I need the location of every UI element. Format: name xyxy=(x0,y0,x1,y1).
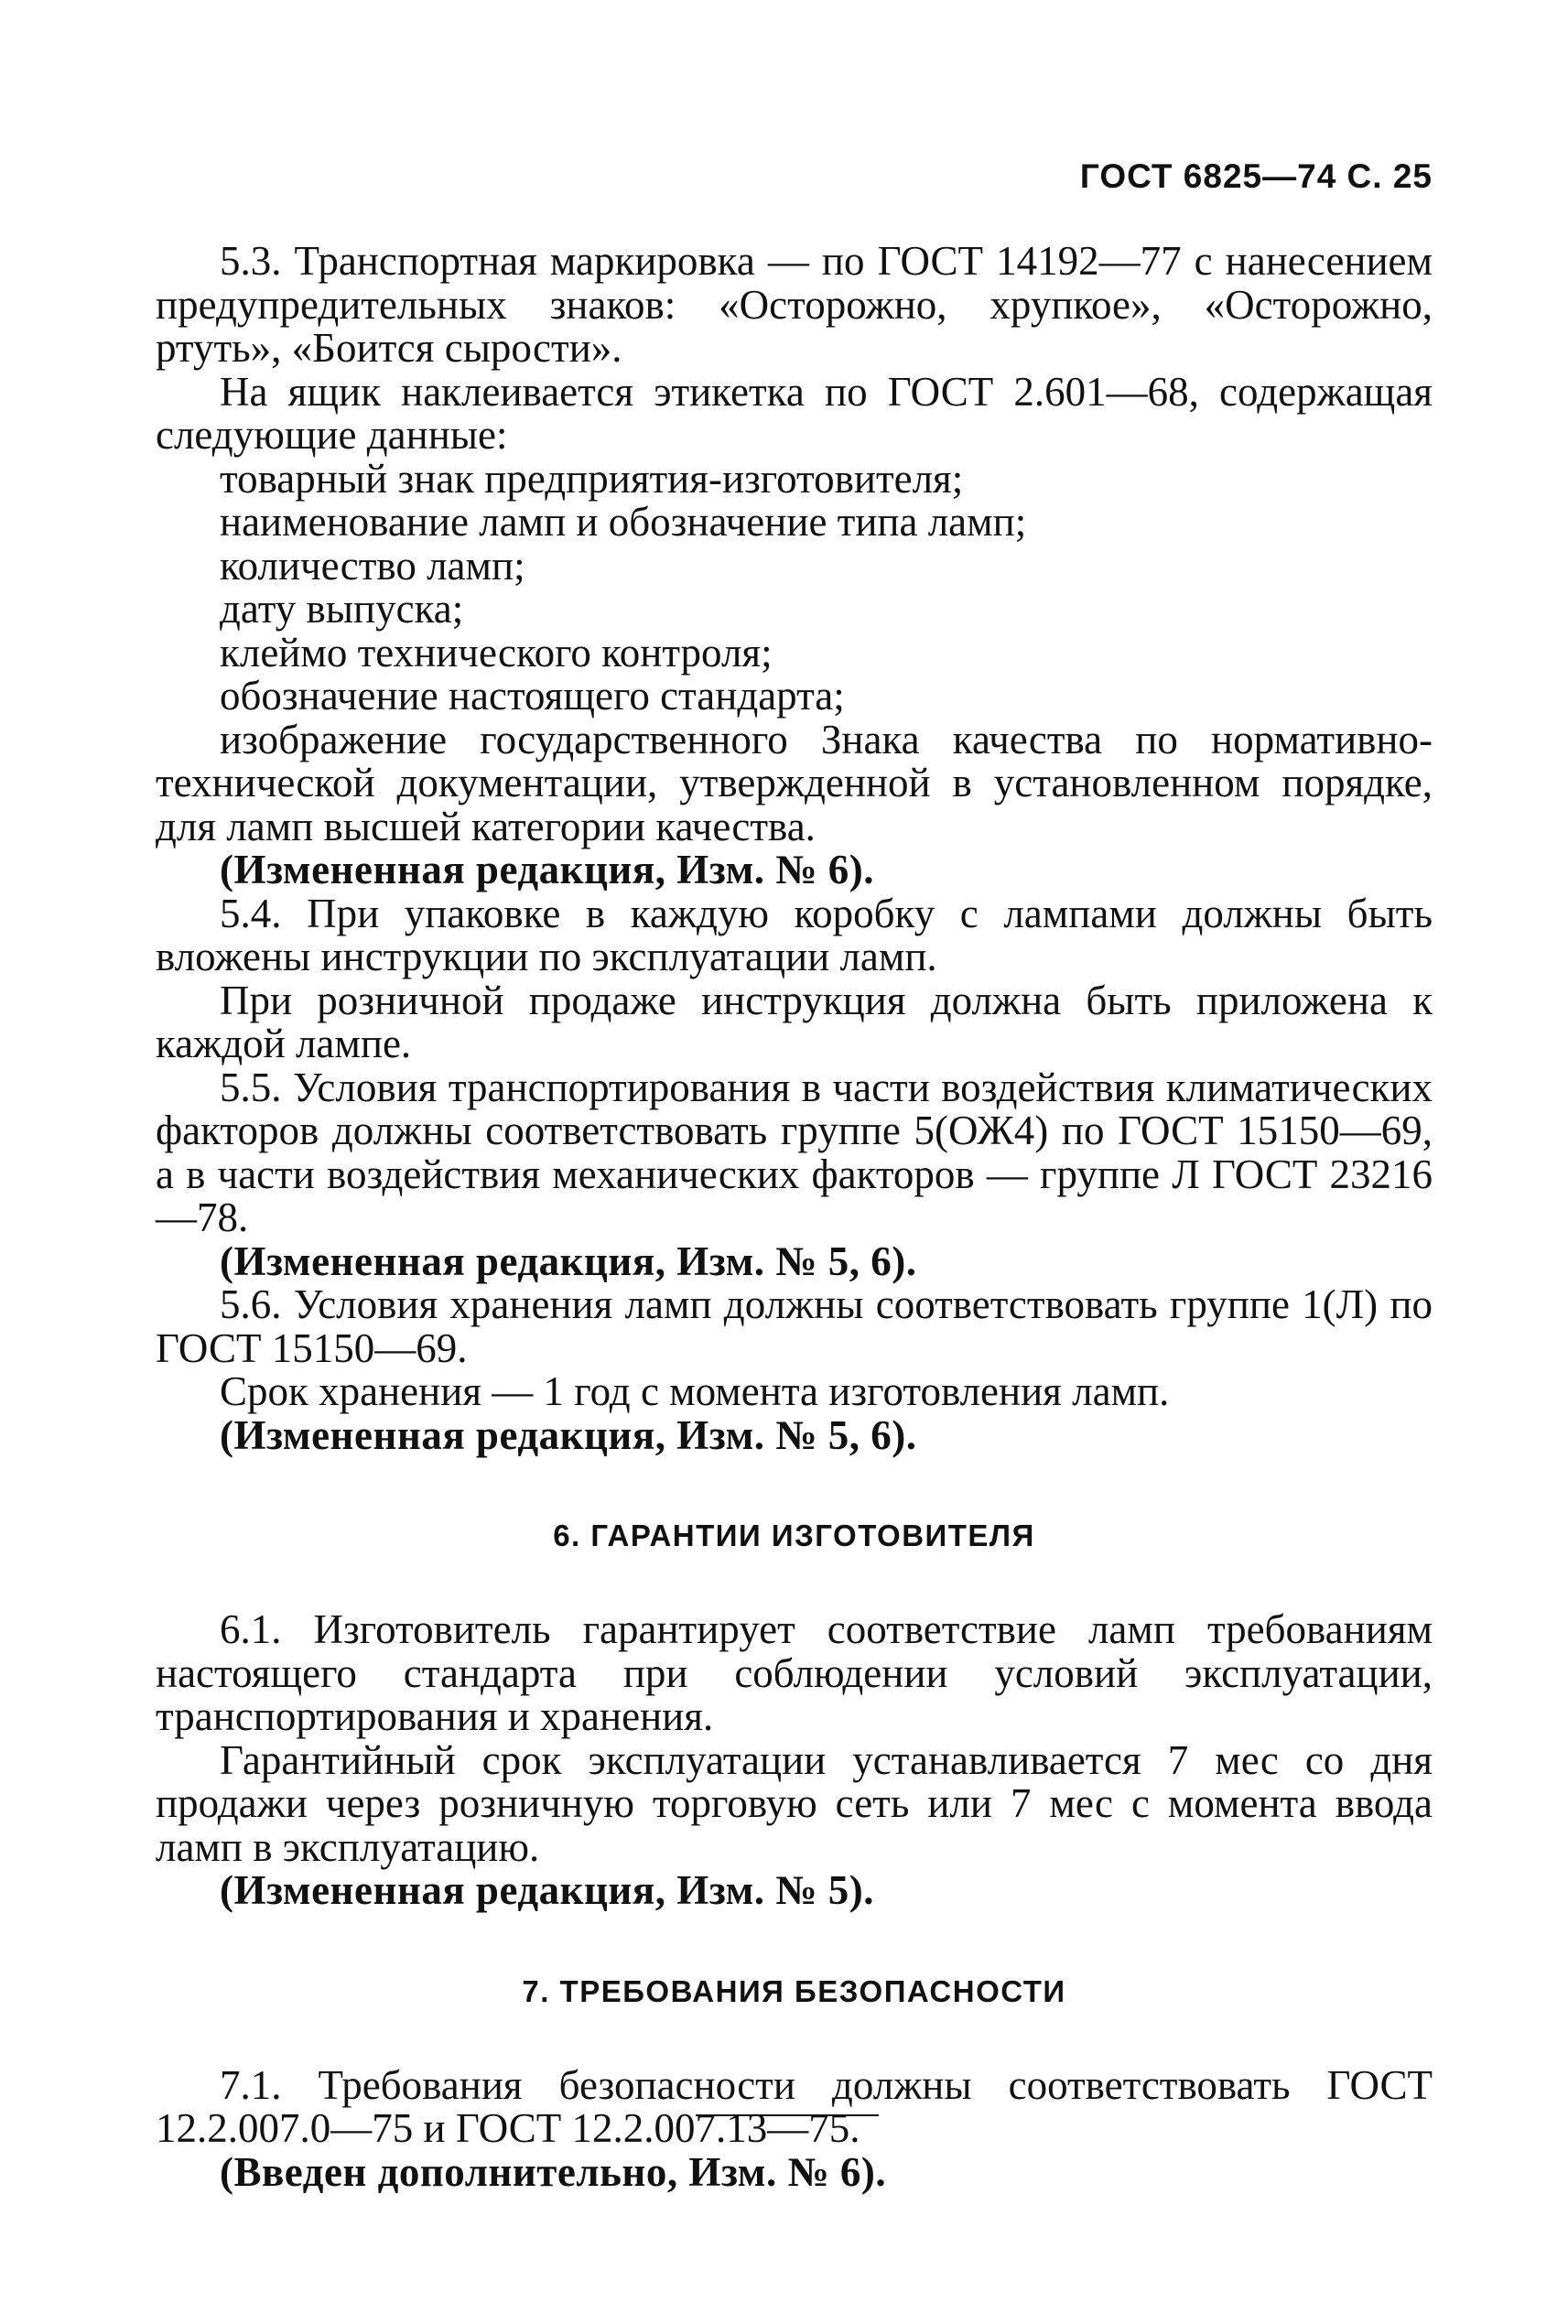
label-item: количество ламп; xyxy=(220,542,525,589)
label-item: клеймо технического контроля; xyxy=(220,629,773,676)
amendment-note: (Измененная редакция, Изм. № 5, 6). xyxy=(220,1238,917,1284)
document-body xyxy=(156,240,1433,2194)
end-rule xyxy=(696,2114,879,2116)
section-heading-6: 6. ГАРАНТИИ ИЗГОТОВИТЕЛЯ xyxy=(553,1519,1035,1552)
paragraph-5-3: 5.3. Транспортная маркировка — по ГОСТ 14192—77 с нанесением предупредительных знаков: «Осторожно, хрупкое», «Осторожно, ртуть», «Боится сырости». xyxy=(156,238,1433,371)
paragraph-6-1b: Гарантийный срок эксплуатации устанавливается 7 мес со дня продажи через розничную торговую сеть или 7 мес с момента ввода ламп в эксплуатацию. xyxy=(156,1736,1433,1870)
label-item: товарный знак предприятия-изготовителя; xyxy=(220,455,964,502)
label-item: обозначение настоящего стандарта; xyxy=(220,673,845,719)
paragraph-7-1: 7.1. Требования безопасности должны соответствовать ГОСТ 12.2.007.0—75 и ГОСТ 12.2.007.13—75. xyxy=(156,2061,1433,2151)
paragraph-5-4: 5.4. При упаковке в каждую коробку с лампами должны быть вложены инструкции по эксплуатации ламп. xyxy=(156,890,1433,979)
section-heading-7: 7. ТРЕБОВАНИЯ БЕЗОПАСНОСТИ xyxy=(522,1973,1066,2008)
label-item: дату выпуска; xyxy=(220,586,464,632)
paragraph-5-4b: При розничной продаже инструкция должна быть приложена к каждой лампе. xyxy=(156,977,1433,1066)
amendment-note: (Измененная редакция, Изм. № 6). xyxy=(220,847,875,892)
label-intro: На ящик наклеивается этикетка по ГОСТ 2.601—68, содержащая следующие данные: xyxy=(156,368,1433,458)
paragraph-6-1: 6.1. Изготовитель гарантирует соответствие ламп требованиям настоящего стандарта при соблюдении условий эксплуатации, транспортирования и хранения. xyxy=(156,1606,1433,1739)
paragraph-5-5: 5.5. Условия транспортирования в части воздействия климатических факторов должны соответствовать группе 5(ОЖ4) по ГОСТ 15150—69, а в части воздействия механических факторов — группе Л ГОСТ 23216—78. xyxy=(156,1064,1433,1240)
amendment-note: (Измененная редакция, Изм. № 5). xyxy=(220,1867,875,1913)
amendment-note: (Измененная редакция, Изм. № 5, 6). xyxy=(220,1411,917,1458)
page-header: ГОСТ 6825—74 С. 25 xyxy=(1079,157,1433,195)
paragraph-5-6: 5.6. Условия хранения ламп должны соответствовать группе 1(Л) по ГОСТ 15150—69. xyxy=(156,1281,1433,1371)
label-item-last: изображение государственного Знака качества по нормативно-технической документации, утвержденной в установленном порядке, для ламп высшей категории качества. xyxy=(156,716,1433,849)
label-item: наименование ламп и обозначение типа ламп; xyxy=(220,499,1027,545)
paragraph-5-6b: Срок хранения — 1 год с момента изготовления ламп. xyxy=(220,1368,1170,1414)
amendment-note: (Введен дополнительно, Изм. № 6). xyxy=(220,2148,887,2195)
